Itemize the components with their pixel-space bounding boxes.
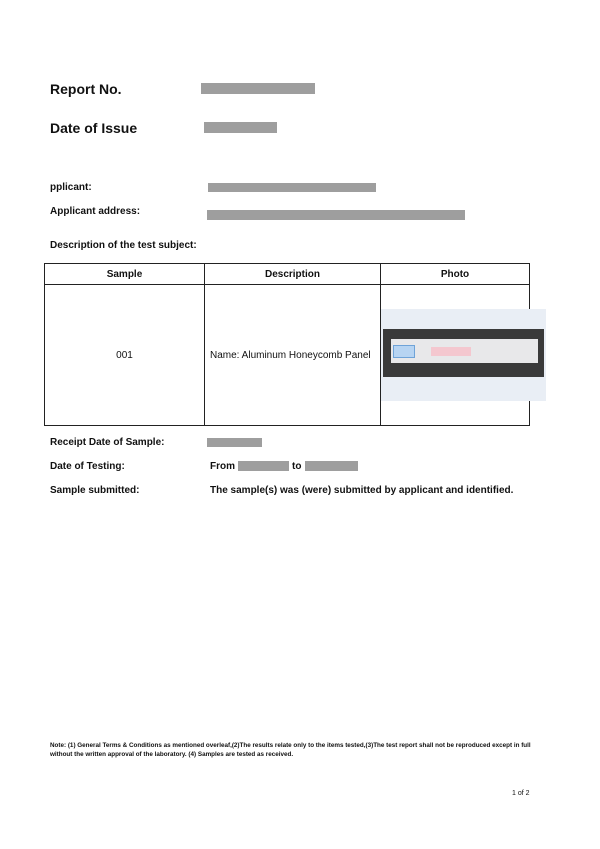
receipt-date-redaction (207, 438, 262, 447)
applicant-address-redaction (207, 210, 465, 220)
table-row (45, 285, 530, 426)
applicant-redaction (208, 183, 376, 192)
test-subject-heading: Description of the test subject: (50, 240, 197, 251)
column-header-photo: Photo (381, 264, 530, 285)
testing-to-redaction (305, 461, 358, 471)
photo-panel-image (383, 329, 544, 377)
photo-pink-mark (431, 347, 471, 356)
testing-from-redaction (238, 461, 289, 471)
table-header-row (45, 264, 530, 285)
applicant-address-label: Applicant address: (50, 206, 141, 217)
page-number: 1 of 2 (512, 790, 530, 797)
report-no-label: Report No. (50, 81, 122, 97)
testing-from-text: From (210, 461, 235, 472)
report-no-redaction (201, 83, 315, 94)
date-of-issue-label: Date of Issue (50, 120, 138, 136)
photo-cell (381, 285, 530, 426)
column-header-sample: Sample (45, 264, 205, 285)
testing-date-label: Date of Testing: (50, 461, 125, 472)
receipt-date-label: Receipt Date of Sample: (50, 437, 165, 448)
testing-to-text: to (292, 461, 302, 472)
sample-submitted-label: Sample submitted: (50, 485, 140, 496)
column-header-description: Description (205, 264, 381, 285)
sample-submitted-value: The sample(s) was (were) submitted by applicant and identified. (210, 485, 514, 496)
date-of-issue-redaction (204, 122, 277, 133)
sample-cell: 001 (45, 285, 205, 426)
sample-photo (381, 309, 546, 401)
applicant-label: pplicant: (50, 182, 92, 193)
photo-blue-label (393, 345, 415, 358)
footer-note: Note: (1) General Terms & Conditions as mentioned overleaf,(2)The results relate only to the items tested,(3)The test report shall not be reproduced except in full without the written approval of the laboratory. (4) Samples are tested as received. (50, 742, 531, 758)
description-cell: Name: Aluminum Honeycomb Panel (205, 285, 381, 426)
test-subject-table (44, 263, 530, 426)
